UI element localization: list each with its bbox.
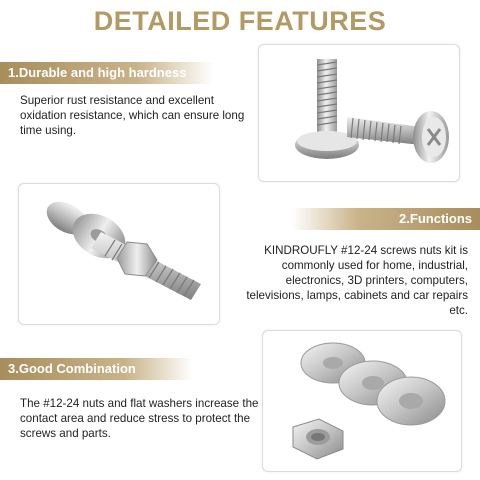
page-title: DETAILED FEATURES bbox=[93, 6, 387, 36]
screw-nut-washer-photo bbox=[18, 183, 220, 325]
feature-1-heading: 1.Durable and high hardness bbox=[0, 62, 213, 84]
feature-1-text: Superior rust resistance and excellent oxidation resistance, which can ensure long time using. bbox=[20, 94, 245, 137]
feature-3-heading: 3.Good Combination bbox=[0, 358, 193, 380]
nut-washers-photo bbox=[262, 330, 462, 472]
feature-2-text: KINDROUFLY #12-24 screws nuts kit is commonly used for home, industrial, electronics, 3D printers, computers, televisions, lamps, cabinets and car repairs etc. bbox=[246, 244, 468, 317]
feature-3-text: The #12-24 nuts and flat washers increase the contact area and reduce stress to protect the screws and parts. bbox=[20, 397, 259, 440]
feature-2-heading: 2.Functions bbox=[292, 208, 480, 230]
screws-photo bbox=[258, 44, 460, 182]
